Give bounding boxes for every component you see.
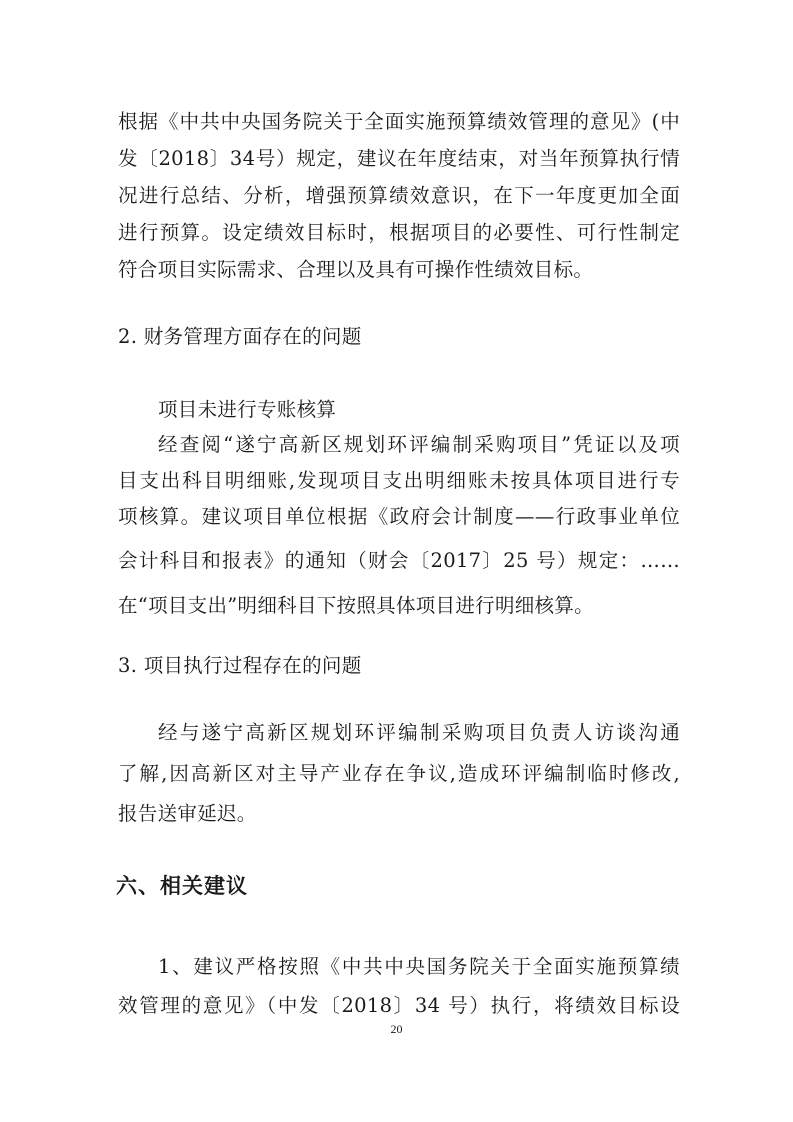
section2-line-2: 目支出科目明细账,发现项目支出明细账未按具体项目进行专 (118, 469, 680, 492)
para1-line-4: 进行预算。设定绩效目标时，根据项目的必要性、可行性制定 (118, 221, 680, 244)
section2-heading: 2. 财务管理方面存在的问题 (118, 325, 362, 348)
section2-line-1: 经查阅“遂宁高新区规划环评编制采购项目”凭证以及项 (158, 433, 680, 456)
section3-heading: 3. 项目执行过程存在的问题 (118, 654, 362, 677)
section6-line-2: 效管理的意见》（中发〔2018〕34 号）执行，将绩效目标设 (118, 994, 680, 1017)
section2-subheading: 项目未进行专账核算 (158, 398, 337, 421)
para1-line-3: 况进行总结、分析，增强预算绩效意识，在下一年度更加全面 (118, 184, 680, 207)
section2-line-3: 项核算。建议项目单位根据《政府会计制度——行政事业单位 (118, 505, 680, 528)
section3-line-1: 经与遂宁高新区规划环评编制采购项目负责人访谈沟通 (158, 721, 680, 744)
section3-line-3: 报告送审延迟。 (118, 802, 257, 825)
para1-line-2: 发〔2018〕34号）规定，建议在年度结束，对当年预算执行情 (118, 147, 680, 170)
para1-line-1: 根据《中共中央国务院关于全面实施预算绩效管理的意见》(中 (118, 110, 680, 133)
page-number: 20 (390, 1022, 403, 1036)
section6-heading: 六、相关建议 (116, 874, 248, 898)
section6-line-1: 1、建议严格按照《中共中央国务院关于全面实施预算绩 (158, 955, 680, 978)
para1-line-5: 符合项目实际需求、合理以及具有可操作性绩效目标。 (118, 258, 594, 281)
section3-line-2: 了解,因高新区对主导产业存在争议,造成环评编制临时修改, (118, 762, 680, 785)
section2-line-4: 会计科目和报表》的通知（财会〔2017〕25 号）规定：…… (118, 549, 680, 572)
section2-line-5: 在“项目支出”明细科目下按照具体项目进行明细核算。 (118, 594, 594, 617)
